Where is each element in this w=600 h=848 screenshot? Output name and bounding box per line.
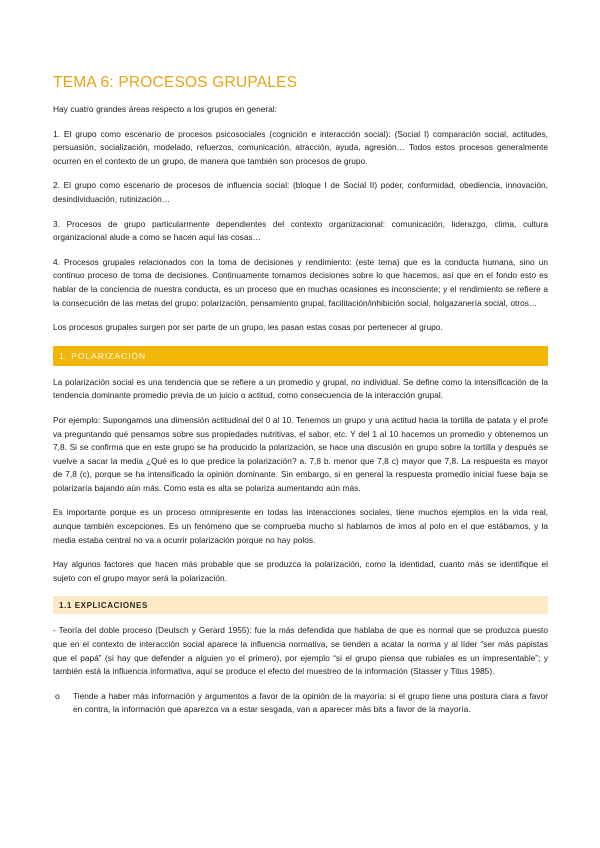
bullet-text: Tiende a haber más información y argumentos a favor de la opinión de la mayoría: si el grupo tiene una postura clara a favor en contra, la información que aparezca va a estar sesgada, van a aparecer más bits a favor de la mayoría. <box>73 690 548 715</box>
page-title: TEMA 6: PROCESOS GRUPALES <box>53 74 298 91</box>
section1-paragraph-3: Es importante porque es un proceso omnipresente en todas las interacciones sociales, tiene muchos ejemplos en la vida real, aunque también excepciones. Es un fenómeno que se comprueba mucho si hablamos de irnos al polo en el que estábamos, y la media estaba central no va a ocurrir polarización porque no hay polos. <box>53 507 548 545</box>
section1-paragraph-4: Hay algunos factores que hacen más probable que se produzca la polarización, como la identidad, cuanto más se identifique el sujeto con el grupo mayor será la polarización. <box>53 559 548 583</box>
section1-paragraph-2: Por ejemplo: Supongamos una dimensión actitudinal del 0 al 10. Tenemos un grupo y una actitud hacia la tortilla de patata y el profe va preguntando qué pensamos sobre sus propiedades nutritivas, el sabor, etc. Y del 1 al 10 hacemos un promedio y obtenemos un 7,8. Si se confirma que en este grupo se ha producido la polarización, se hace una discusión en grupo sobre la tortilla y después se vuelve a sacar la media ¿Qué es lo que predice la polarización? a. 7,8 b. menor que 7,8 c) mayor que 7,8. La respuesta es mayor de 7,8 (c), porque se ha intensificado la opinión dominante. Sin embargo, si en general la respuesta promedio inicial fuese baja se polarizaría bajando aún más. Como esta es alta se polariza aumentando aún más. <box>53 414 548 493</box>
bullet-marker: o <box>55 690 60 701</box>
intro-paragraph: Hay cuatro grandes áreas respecto a los grupos en general: <box>53 104 277 114</box>
subsection-heading-explicaciones: 1.1 EXPLICACIONES <box>53 596 548 614</box>
section1-paragraph-1: La polarización social es una tendencia que se refiere a un promedio y grupal, no individual. Se define como la intensificación de la tendencia dominante promedio previa de un juicio o actitud, como consecuencia de la interacción grupal. <box>53 376 548 401</box>
bullet-item <box>53 690 548 717</box>
area-paragraph-2: 2. El grupo como escenario de procesos de influencia social: (bloque I de Social II) poder, conformidad, obediencia, innovación, desindividuación, rutinización… <box>53 180 548 204</box>
closing-paragraph: Los procesos grupales surgen por ser parte de un grupo, les pasan estas cosas por pertenecer al grupo. <box>53 322 443 333</box>
area-paragraph-4: 4. Procesos grupales relacionados con la toma de decisiones y rendimiento: (este tema) que es la conducta humana, sino un continuo proceso de toma de decisiones. Continuamente tomamos decisiones sobre lo que hacemos, así que en el fondo esto es hablar de la conciencia de nuestra conducta, es un proceso que en muchas ocasiones es inconsciente; y el rendimiento se refiere a la consecución de las metas del grupo: polarización, pensamiento grupal, facilitación/inhibición social, holgazanería social, otros… <box>53 256 548 308</box>
subsection-paragraph: - Teoría del doble proceso (Deutsch y Gerard 1955): fue la más defendida que hablaba de que es normal que se produzca puesto que en el contexto de interacción social aparece la influencia normativa, se tienden a acatar la norma y al líder “ser más papistas que el papá” (si hay que defender a alguien yo el primero), por ejemplo “si el grupo piensa que rubiales es un impresentable”; y también está la influencia informativa, aquí se produce el efecto del muestreo de la información (Stasser y Titus 1985). <box>53 625 548 677</box>
section-heading-polarizacion: 1. POLARIZACIÓN <box>53 346 548 366</box>
area-paragraph-3: 3. Procesos de grupo particularmente dependientes del contexto organizacional: comunicación, liderazgo, clima, cultura organizacional alude a como se hacen aquí las cosas… <box>53 218 548 243</box>
area-paragraph-1: 1. El grupo como escenario de procesos psicosociales (cognición e interacción social): (Social I) comparación social, actitudes, persuasión, socialización, modelado, refuerzos, comunicación, atracción, ayuda, agresión… Todos estos procesos generalmente ocurren en el contexto de un grupo, de manera que también son procesos de grupo. <box>53 128 548 166</box>
